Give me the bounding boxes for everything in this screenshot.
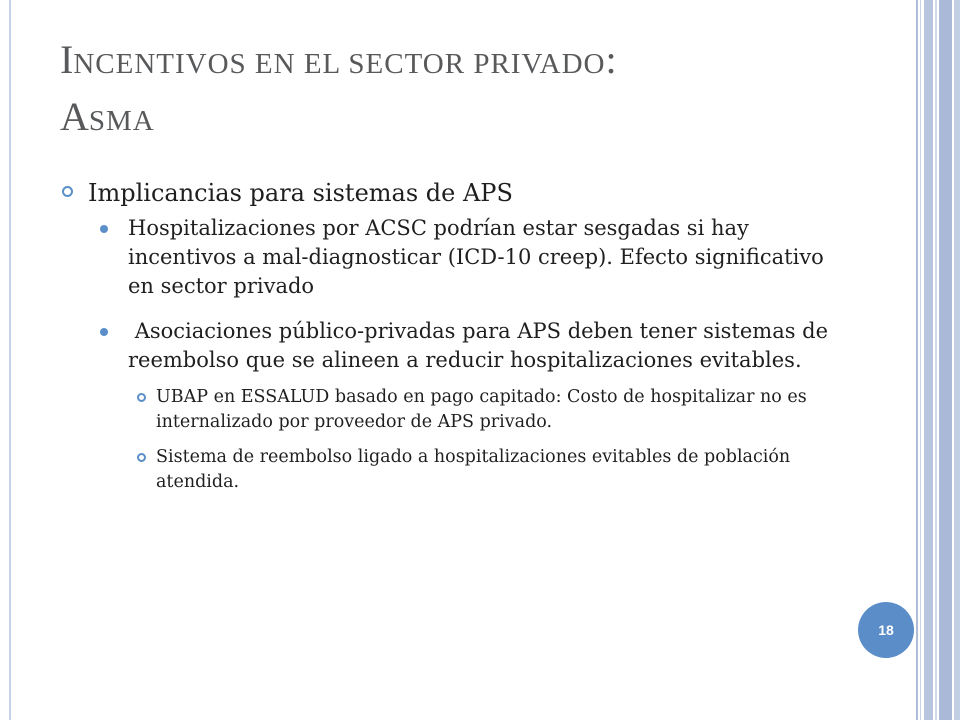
dot-bullet-icon (100, 225, 108, 233)
stripe (924, 0, 933, 720)
title-rest: NCENTIVOS EN EL SECTOR PRIVADO (73, 48, 606, 80)
level2-bullet (60, 317, 850, 375)
dot-bullet-icon (100, 328, 108, 336)
title-colon: : (605, 37, 617, 82)
slide-content (60, 176, 850, 505)
bullet-heading: Implicancias para sistemas de APS (88, 179, 513, 207)
level1-bullet (60, 176, 850, 210)
title-line-1 (60, 36, 900, 93)
stripe (939, 0, 952, 720)
level2-bullet (60, 214, 850, 301)
ring-bullet-icon (62, 186, 73, 197)
subbullet-text: UBAP en ESSALUD basado en pago capitado: Costo de hospitalizar no es internalizado por proveedor de APS privado. (156, 387, 807, 432)
stripe (916, 0, 918, 720)
stripe (954, 0, 960, 720)
title-initial: I (60, 37, 74, 82)
bullet-text: Asociaciones público-privadas para APS deben tener sistemas de reembolso que se alineen a reducir hospitalizaciones evitables. (128, 319, 835, 372)
level3-bullet (60, 445, 850, 495)
title-initial: A (60, 94, 89, 139)
ring-bullet-icon (137, 453, 146, 462)
title-rest: SMA (88, 105, 155, 137)
right-decorative-stripes (916, 0, 960, 720)
title-line-2 (60, 93, 900, 150)
slide-title (60, 36, 900, 150)
left-decorative-rule (9, 0, 11, 720)
stripe (920, 0, 921, 720)
ring-bullet-icon (137, 393, 146, 402)
level2-list (60, 214, 850, 495)
subbullet-text: Sistema de reembolso ligado a hospitalizaciones evitables de población atendida. (156, 447, 791, 492)
page-number: 18 (878, 622, 894, 638)
level3-bullet (60, 385, 850, 435)
page-number-badge (858, 602, 914, 658)
bullet-text: Hospitalizaciones por ACSC podrían estar sesgadas si hay incentivos a mal-diagnosticar (ICD-10 creep). Efecto significativo en sector privado (128, 216, 824, 298)
stripe (935, 0, 937, 720)
